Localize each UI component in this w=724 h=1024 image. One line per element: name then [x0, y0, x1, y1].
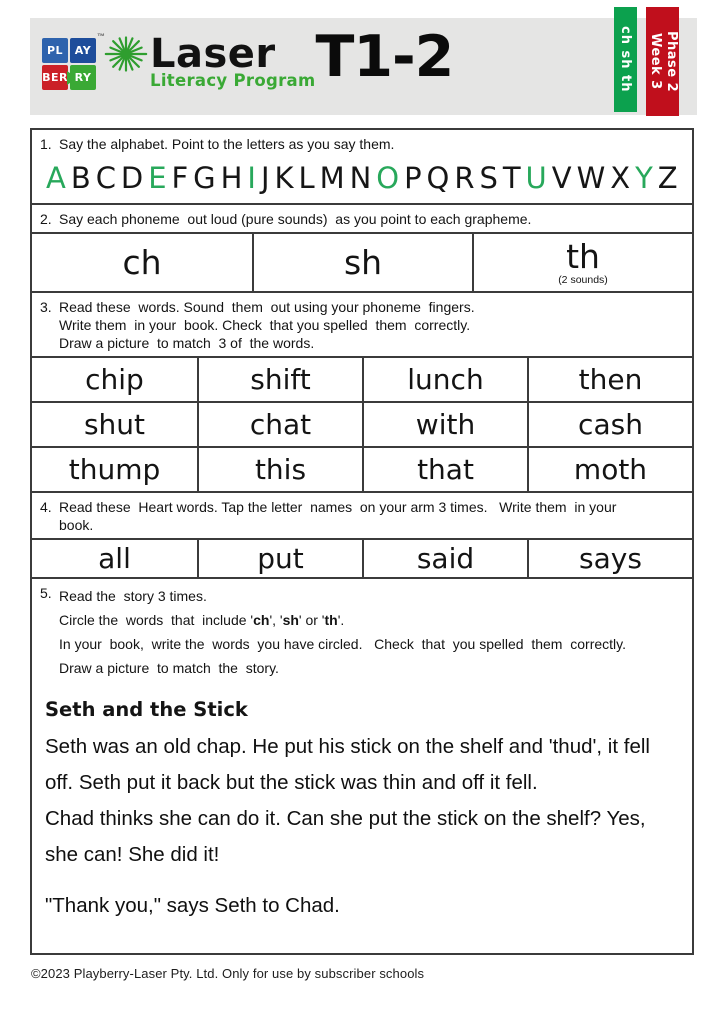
logo-puzzle-piece: RY [70, 65, 96, 90]
phoneme-text: th [566, 237, 600, 276]
tab-phase-week [646, 7, 679, 116]
instruction-line: book. [59, 517, 94, 533]
alphabet-letter: C [95, 161, 116, 195]
alphabet-letter: Y [635, 161, 653, 195]
section-number: 4. [40, 499, 52, 515]
alphabet-letter: G [193, 161, 216, 195]
section-1-alphabet [32, 130, 692, 205]
section-3-instruction [32, 293, 692, 358]
word-cell: thump [68, 453, 161, 486]
word-cell: all [98, 542, 131, 575]
alphabet-row [32, 157, 692, 203]
alphabet-letter: D [120, 161, 144, 195]
trademark-symbol: ™ [97, 32, 105, 41]
word-cell: chat [197, 403, 362, 446]
playberry-puzzle-logo [42, 32, 105, 90]
instruction-lines [59, 298, 684, 352]
tab-phonemes [614, 7, 637, 112]
alphabet-letter: I [247, 161, 256, 195]
phoneme-text: ch [122, 242, 162, 282]
alphabet-letter: Z [657, 161, 678, 195]
story-paragraph: Chad thinks she can do it. Can she put the stick on the shelf? Yes, she can! She did it! [45, 807, 646, 866]
word-cell: cash [527, 403, 692, 446]
logo-puzzle-piece: PL [42, 38, 68, 63]
header-band [30, 18, 697, 115]
phoneme-grid [32, 234, 692, 291]
word-cell: says [527, 540, 692, 577]
worksheet-code: T1-2 [315, 24, 454, 90]
section-number: 1. [40, 136, 52, 152]
instruction-line: Draw a picture to match 3 of the words. [59, 335, 315, 351]
section-4-heart-words [32, 493, 692, 579]
section-1-instruction [32, 130, 692, 157]
alphabet-letter: H [220, 161, 243, 195]
alphabet-letter: V [551, 161, 572, 195]
worksheet-body [30, 128, 694, 955]
logo-puzzle-piece: AY [70, 38, 96, 63]
tab-week-label: Week 3 [648, 33, 663, 90]
alphabet-letter: Q [426, 161, 450, 195]
word-row [32, 358, 692, 401]
section-2-instruction [32, 205, 692, 234]
alphabet-letter: M [319, 161, 345, 195]
section-5-instruction [32, 579, 692, 684]
phoneme-cell [32, 234, 252, 291]
word-cell: chip [85, 363, 144, 396]
alphabet-letter: L [298, 161, 315, 195]
word-row [32, 446, 692, 491]
instruction-lines [59, 584, 684, 680]
word-cell: said [362, 540, 527, 577]
section-5-story [32, 579, 692, 924]
section-2-phonemes [32, 205, 692, 293]
story-title: Seth and the Stick [45, 698, 248, 721]
section-number: 2. [40, 211, 52, 227]
alphabet-letter: E [148, 161, 167, 195]
logo-title: Laser [150, 31, 276, 77]
story-paragraph: "Thank you," says Seth to Chad. [45, 894, 340, 917]
instruction-line: Read the story 3 times. [59, 588, 207, 604]
instruction-line: Read these words. Sound them out using your phoneme fingers. [59, 299, 475, 315]
logo-subtitle: Literacy Program [150, 71, 316, 90]
logo-puzzle-piece: BER [42, 65, 68, 90]
word-cell: shut [83, 408, 146, 441]
alphabet-letter: B [70, 161, 91, 195]
alphabet-letter: N [349, 161, 372, 195]
instruction-line: Circle the words that include 'ch', 'sh' or 'th'. [59, 612, 345, 628]
word-cell: with [362, 403, 527, 446]
instruction-line: Draw a picture to match the story. [59, 660, 279, 676]
word-cell: put [197, 540, 362, 577]
alphabet-letter: S [479, 161, 498, 195]
word-cell: moth [527, 448, 692, 491]
laser-burst-icon [104, 32, 148, 81]
story-paragraph: Seth was an old chap. He put his stick on the shelf and 'thud', it fell off. Seth put it back but the stick was thin and off it fell. [45, 735, 650, 794]
heart-word-row [32, 540, 692, 577]
alphabet-letter: P [404, 161, 422, 195]
word-cell: shift [197, 358, 362, 401]
phoneme-text: sh [343, 242, 383, 282]
section-number: 3. [40, 299, 52, 315]
section-3-words [32, 293, 692, 493]
logo-text [150, 31, 316, 90]
word-cell: then [527, 358, 692, 401]
section-number: 5. [40, 585, 52, 601]
alphabet-letter: W [576, 161, 606, 195]
alphabet-letter: T [502, 161, 521, 195]
phoneme-note: (2 sounds) [558, 274, 608, 286]
instruction-lines [59, 498, 684, 534]
alphabet-letter: A [46, 161, 66, 195]
phoneme-cell [472, 234, 692, 291]
section-4-instruction [32, 493, 692, 540]
instruction-line: In your book, write the words you have circled. Check that you spelled them correctly. [59, 636, 626, 652]
instruction-line: Write them in your book. Check that you spelled them correctly. [59, 317, 471, 333]
playberry-laser-logo [42, 24, 454, 90]
instruction-text: Say the alphabet. Point to the letters as you say them. [59, 136, 395, 152]
alphabet-letter: J [260, 161, 270, 195]
word-table [32, 358, 692, 491]
tab-phase-label: Phase 2 [664, 30, 679, 93]
word-row [32, 401, 692, 446]
story-paragraphs [45, 729, 678, 924]
story-block [32, 684, 692, 924]
copyright-footer: ©2023 Playberry-Laser Pty. Ltd. Only for use by subscriber schools [31, 966, 425, 981]
instruction-text: Say each phoneme out loud (pure sounds) as you point to each grapheme. [59, 211, 532, 227]
word-cell: this [197, 448, 362, 491]
alphabet-letter: R [454, 161, 475, 195]
instruction-line: Read these Heart words. Tap the letter names on your arm 3 times. Write them in your [59, 499, 617, 515]
alphabet-letter: U [525, 161, 547, 195]
alphabet-letter: O [376, 161, 400, 195]
alphabet-letter: K [274, 161, 294, 195]
word-cell: that [362, 448, 527, 491]
word-cell: lunch [362, 358, 527, 401]
phoneme-cell [252, 234, 472, 291]
alphabet-letter: F [171, 161, 189, 195]
tab-phonemes-label: ch sh th [618, 26, 633, 93]
alphabet-letter: X [610, 161, 631, 195]
